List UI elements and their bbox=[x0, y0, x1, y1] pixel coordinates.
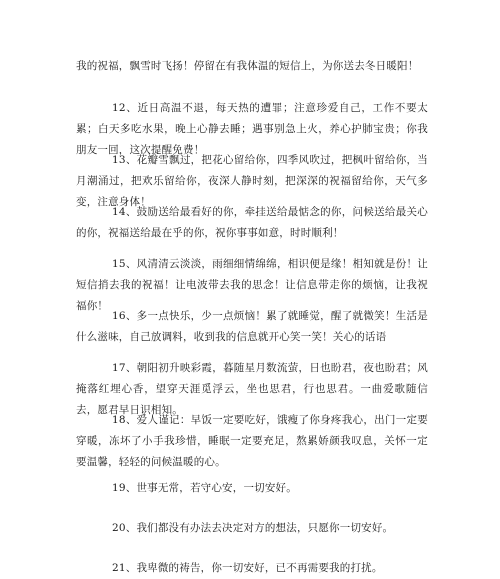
paragraph-14: 14、鼓励送给最看好的你，牵挂送给最惦念的你，问候送给最关心的你，祝福送给最在乎的你，祝你事事如意，时时顺利！ bbox=[76, 206, 428, 239]
paragraph-intro: 我的祝福，飘雪时飞扬！停留在有我体温的短信上，为你送去冬日暖阳！ bbox=[76, 60, 419, 72]
paragraph-21: 21、我卑微的祷告，你一切安好，已不再需要我的打扰。 bbox=[112, 562, 383, 574]
paragraph-20: 20、我们都没有办法去决定对方的想法，只愿你一切安好。 bbox=[112, 522, 394, 534]
paragraph-18: 18、爱人谨记：早饭一定要吃好，饿瘦了你身疼我心，出门一定要穿暖，冻坏了小手我珍惜，睡眠一定要充足，熬累娇颜我叹息，关怀一定要温馨，轻轻的问候温暖的心。 bbox=[76, 414, 428, 468]
paragraph-15: 15、风清清云淡淡，雨细细情绵绵，相识便是缘！相知就是份！让短信捎去我的祝福！让电波带去我的思念！让信息带走你的烦恼，让我祝福你！ bbox=[76, 258, 428, 312]
paragraph-16: 16、多一点快乐，少一点烦恼！累了就睡觉，醒了就微笑！生活是什么滋味，自己放调料，收到我的信息就开心笑一笑！关心的话语 bbox=[76, 310, 428, 343]
paragraph-19: 19、世事无常，若守心安，一切安好。 bbox=[112, 482, 297, 494]
paragraph-17: 17、朝阳初升映彩霞，暮随星月数流萤，日也盼君，夜也盼君；风掩落红埋心香，望穿天涯觅浮云，坐也思君，行也思君。一曲爱歌随信去，愿君早日识相知。 bbox=[76, 362, 428, 416]
paragraph-13: 13、花瓣雪飘过，把花心留给你，四季风吹过，把枫叶留给你，当月潮涌过，把欢乐留给你，夜深人静时刻，把深深的祝福留给你，天气多变，注意身体！ bbox=[76, 154, 428, 208]
paragraph-12: 12、近日高温不退，每天热的遭罪；注意珍爱自己，工作不要太累；白天多吃水果，晚上心静去睡；遇事别急上火，养心护肺宝贵；你我朋友一回，这次提醒免费！ bbox=[76, 102, 428, 156]
